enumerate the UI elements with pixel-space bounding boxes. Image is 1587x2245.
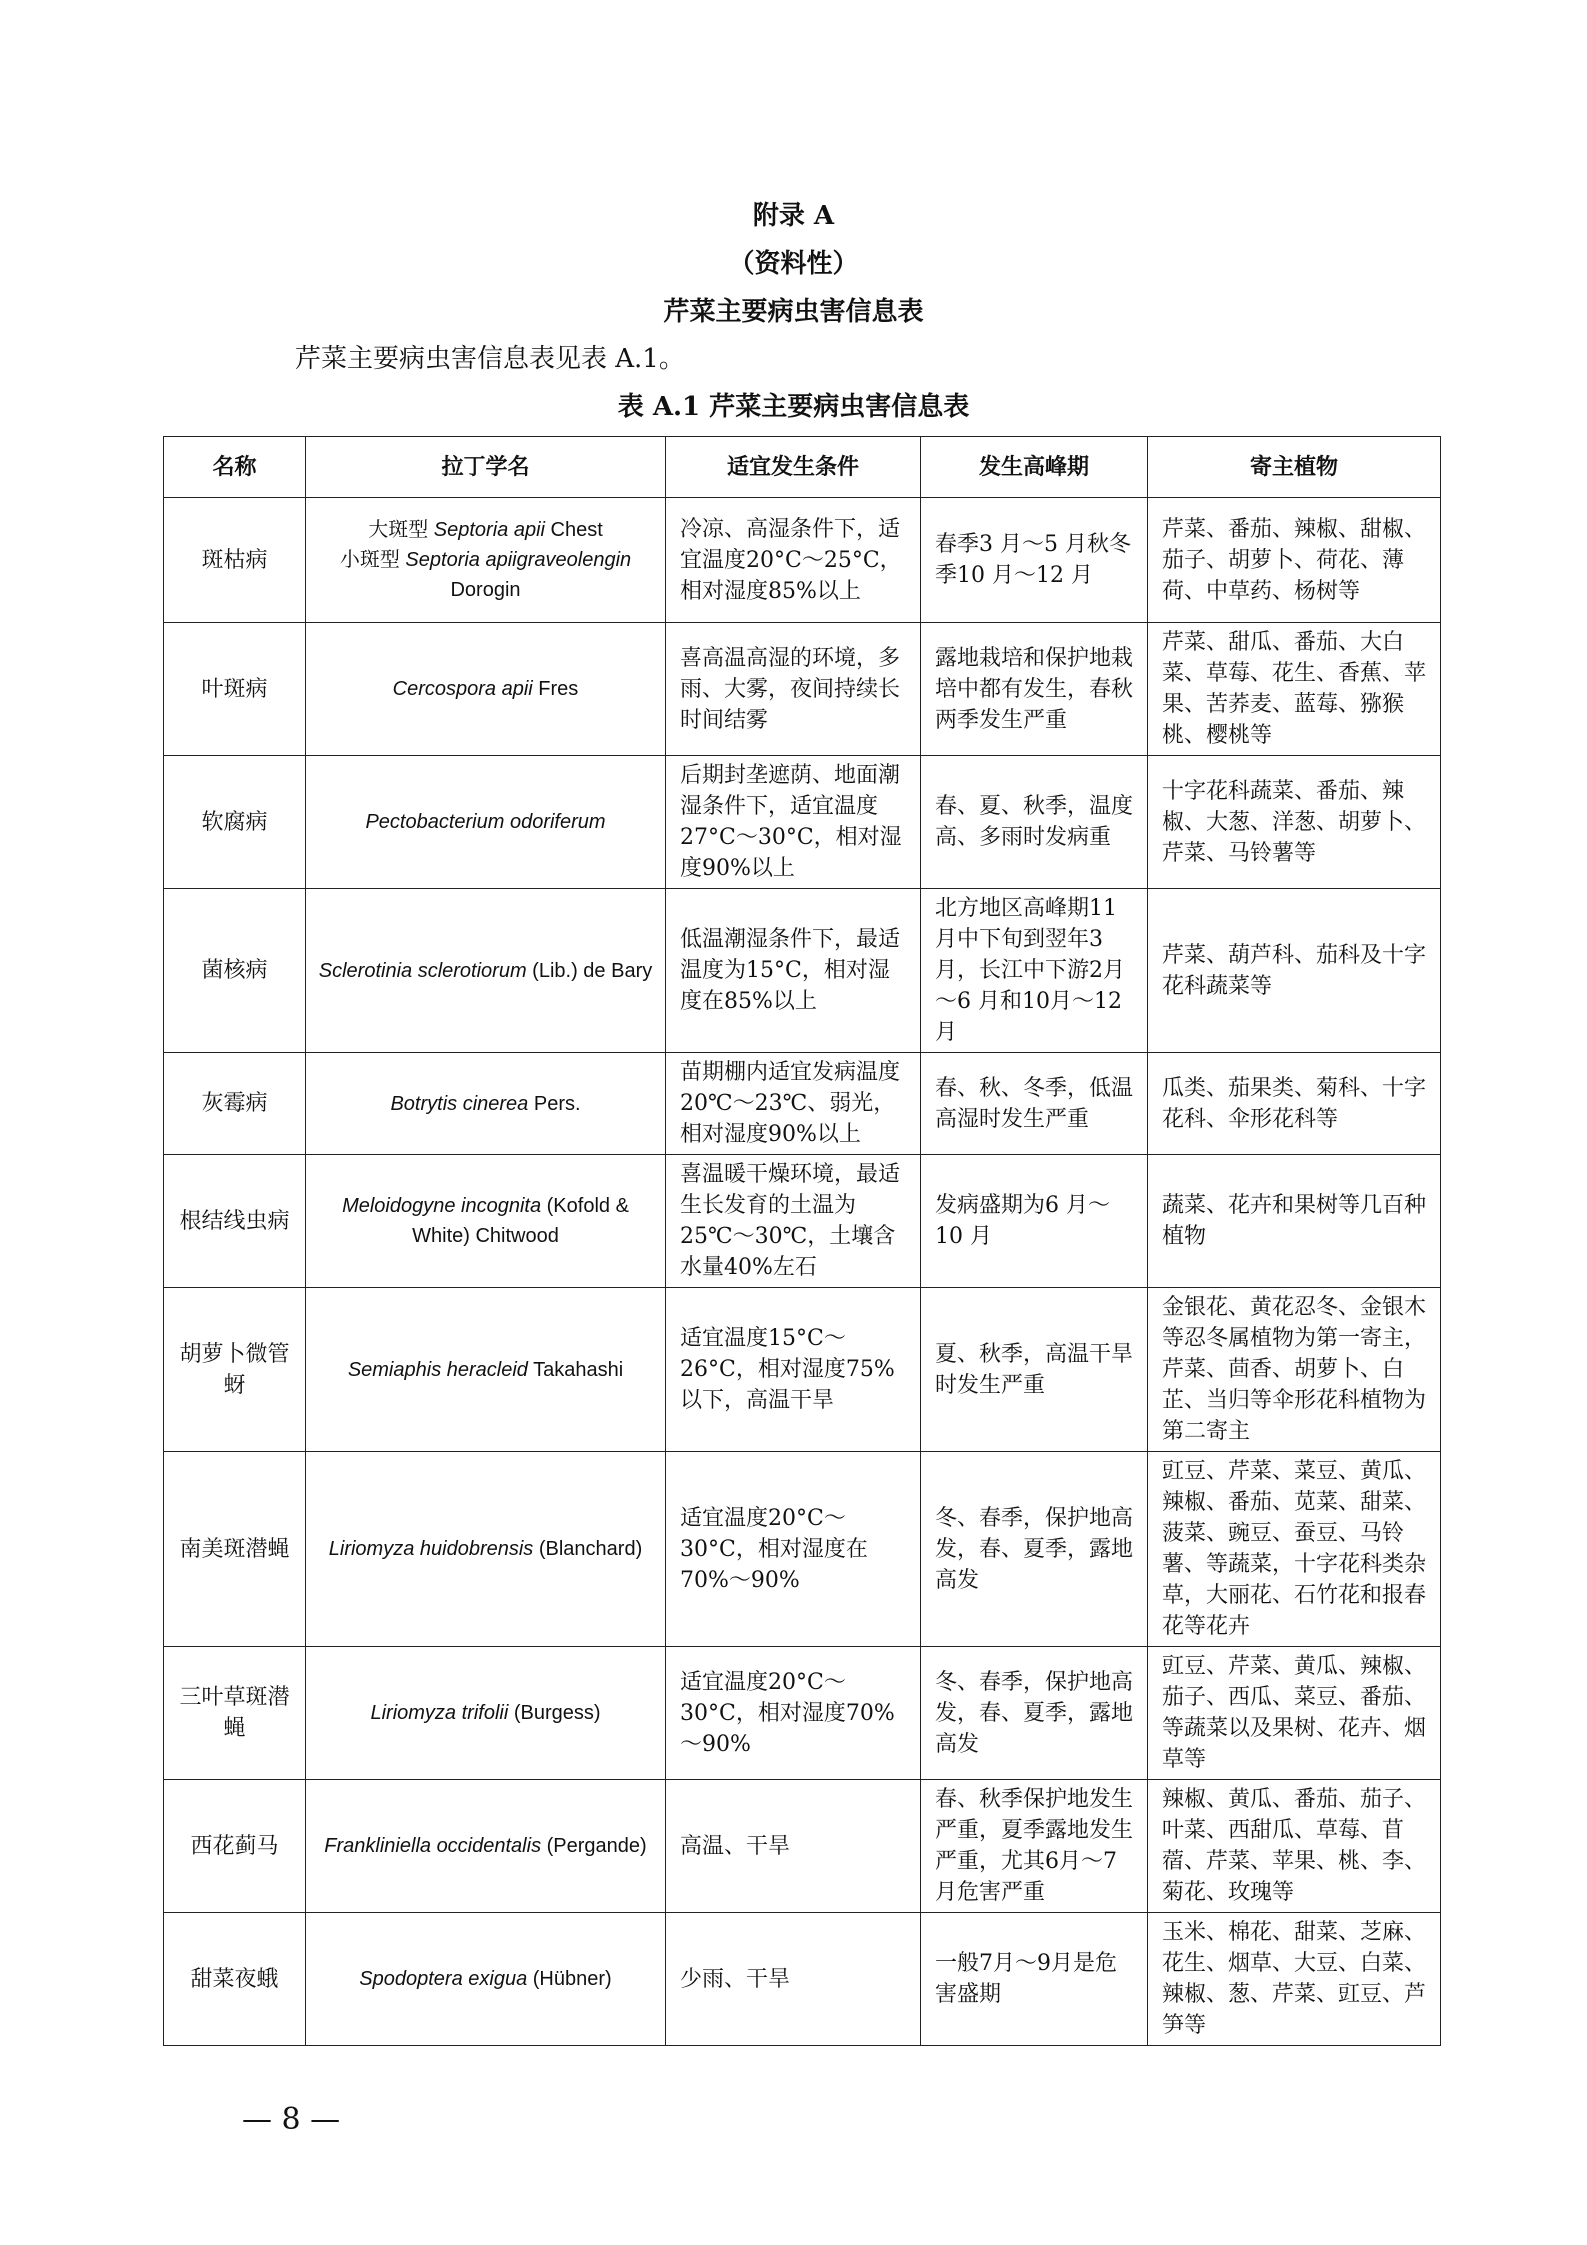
conditions-cell: 少雨、干旱 [666,1913,921,2046]
latin-name-cell [306,1155,666,1288]
latin-genus: Liriomyza huidobrensis [328,1538,534,1560]
latin-author: Pers. [528,1092,581,1115]
table-row [164,1780,1441,1913]
latin-genus: Liriomyza trifolii [370,1702,509,1724]
peak-period-cell: 发病盛期为6 月～10 月 [921,1155,1148,1288]
latin-name-line [316,1355,655,1385]
peak-period-cell: 北方地区高峰期11月中下旬到翌年3月，长江中下游2月～6 月和10月～12 月 [921,889,1148,1053]
latin-name-cell [306,1913,666,2046]
table-row [164,1155,1441,1288]
host-plants-cell: 十字花科蔬菜、番茄、辣椒、大葱、洋葱、胡萝卜、芹菜、马铃薯等 [1148,756,1441,889]
table-row [164,623,1441,756]
latin-author: Fres [532,678,579,700]
conditions-cell: 苗期棚内适宜发病温度20℃～23℃、弱光，相对湿度90%以上 [666,1053,921,1155]
latin-name-line [316,1831,655,1861]
table-row [164,889,1441,1053]
conditions-cell: 冷凉、高湿条件下，适宜温度20°C～25°C，相对湿度85%以上 [666,498,921,623]
latin-name-line [316,515,655,545]
latin-prefix: 小斑型 [339,549,406,571]
conditions-cell: 适宜温度20°C～30°C，相对湿度在70%～90% [666,1452,921,1647]
peak-period-cell: 春、秋、冬季，低温高湿时发生严重 [921,1053,1148,1155]
host-plants-cell: 芹菜、葫芦科、茄科及十字花科蔬菜等 [1148,889,1441,1053]
pest-name-cell: 西花蓟马 [164,1780,306,1913]
host-plants-cell: 玉米、棉花、甜菜、芝麻、花生、烟草、大豆、白菜、辣椒、葱、芹菜、豇豆、芦笋等 [1148,1913,1441,2046]
table-row [164,1288,1441,1452]
latin-author: Takahashi [527,1358,624,1381]
pest-name-cell: 根结线虫病 [164,1155,306,1288]
latin-name-cell [306,498,666,623]
pest-name-cell: 软腐病 [164,756,306,889]
latin-genus: Septoria apiigraveolengin [405,549,632,571]
latin-genus: Sclerotinia sclerotiorum [318,959,527,982]
latin-author: (Lib.) de Bary [526,959,653,982]
latin-genus: Septoria apii [433,519,545,541]
conditions-cell: 低温潮湿条件下，最适温度为15°C，相对湿度在85%以上 [666,889,921,1053]
peak-period-cell: 春季3 月～5 月秋冬季10 月～12 月 [921,498,1148,623]
conditions-cell: 高温、干旱 [666,1780,921,1913]
header-hosts: 寄主植物 [1148,437,1441,498]
latin-name-cell [306,1780,666,1913]
pest-name-cell: 三叶草斑潜蝇 [164,1647,306,1780]
host-plants-cell: 芹菜、甜瓜、番茄、大白菜、草莓、花生、香蕉、苹果、苦荞麦、蓝莓、猕猴桃、樱桃等 [1148,623,1441,756]
latin-name-cell [306,1288,666,1452]
latin-genus: Cercospora apii [392,678,533,700]
latin-author: (Pergande) [541,1835,647,1857]
latin-author: (Burgess) [508,1702,601,1724]
conditions-cell: 喜高温高湿的环境，多雨、大雾，夜间持续长时间结雾 [666,623,921,756]
page-number: — 8 — [242,2102,341,2137]
conditions-cell: 适宜温度20°C～30°C，相对湿度70%～90% [666,1647,921,1780]
table-row [164,498,1441,623]
latin-name-line [316,1191,655,1251]
conditions-cell: 后期封垄遮荫、地面潮湿条件下，适宜温度27°C～30°C，相对湿度90%以上 [666,756,921,889]
pest-name-cell: 灰霉病 [164,1053,306,1155]
latin-genus: Spodoptera exigua [359,1968,528,1990]
latin-name-line [316,956,655,986]
header-latin: 拉丁学名 [306,437,666,498]
latin-name-cell [306,1452,666,1647]
peak-period-cell: 一般7月～9月是危害盛期 [921,1913,1148,2046]
latin-prefix: 大斑型 [368,519,434,541]
header-conditions: 适宜发生条件 [666,437,921,498]
latin-name-cell [306,1647,666,1780]
latin-name-line [316,674,655,704]
peak-period-cell: 春、夏、秋季，温度高、多雨时发病重 [921,756,1148,889]
table-body [164,498,1441,2046]
pest-name-cell: 叶斑病 [164,623,306,756]
conditions-cell: 适宜温度15°C～26°C，相对湿度75%以下，高温干旱 [666,1288,921,1452]
host-plants-cell: 豇豆、芹菜、菜豆、黄瓜、辣椒、番茄、苋菜、甜菜、菠菜、豌豆、蚕豆、马铃薯、等蔬菜，十字花科类杂草，大丽花、石竹花和报春花等花卉 [1148,1452,1441,1647]
pest-name-cell: 胡萝卜微管蚜 [164,1288,306,1452]
host-plants-cell: 豇豆、芹菜、黄瓜、辣椒、茄子、西瓜、菜豆、番茄、等蔬菜以及果树、花卉、烟草等 [1148,1647,1441,1780]
intro-text: 芹菜主要病虫害信息表见表 A.1。 [295,344,685,374]
latin-name-line [316,1534,655,1564]
table-row [164,756,1441,889]
latin-name-cell [306,1053,666,1155]
peak-period-cell: 夏、秋季，高温干旱时发生严重 [921,1288,1148,1452]
latin-name-line [316,1698,655,1728]
latin-name-cell [306,756,666,889]
peak-period-cell: 冬、春季，保护地高发，春、夏季，露地高发 [921,1647,1148,1780]
peak-period-cell: 春、秋季保护地发生严重，夏季露地发生严重，尤其6月～7 月危害严重 [921,1780,1148,1913]
latin-name-cell [306,623,666,756]
latin-name-line [316,545,655,605]
host-plants-cell: 辣椒、黄瓜、番茄、茄子、叶菜、西甜瓜、草莓、苜蓿、芹菜、苹果、桃、李、菊花、玫瑰等 [1148,1780,1441,1913]
latin-genus: Pectobacterium odoriferum [365,811,606,833]
table-header-row [164,437,1441,498]
conditions-cell: 喜温暖干燥环境，最适生长发育的土温为25℃～30℃，土壤含水量40%左石 [666,1155,921,1288]
header-peak: 发生高峰期 [921,437,1148,498]
host-plants-cell: 芹菜、番茄、辣椒、甜椒、茄子、胡萝卜、荷花、薄荷、中草药、杨树等 [1148,498,1441,623]
pest-name-cell: 甜菜夜蛾 [164,1913,306,2046]
latin-author: Chest [544,519,603,541]
host-plants-cell: 瓜类、茄果类、菊科、十字花科、伞形花科等 [1148,1053,1441,1155]
pest-info-table [163,436,1441,2046]
peak-period-cell: 冬、春季，保护地高发，春、夏季，露地高发 [921,1452,1148,1647]
table-row [164,1452,1441,1647]
latin-genus: Semiaphis heracleid [347,1358,528,1381]
pest-name-cell: 南美斑潜蝇 [164,1452,306,1647]
appendix-label: 附录 A [752,201,835,231]
latin-name-line [316,1964,655,1994]
host-plants-cell: 金银花、黄花忍冬、金银木等忍冬属植物为第一寄主，芹菜、茴香、胡萝卜、白芷、当归等伞形花科植物为第二寄主 [1148,1288,1441,1452]
header-name: 名称 [164,437,306,498]
table-caption: 表 A.1 芹菜主要病虫害信息表 [617,392,970,422]
latin-author: (Blanchard) [533,1538,643,1560]
pest-name-cell: 斑枯病 [164,498,306,623]
latin-author: (Hübner) [527,1968,612,1990]
host-plants-cell: 蔬菜、花卉和果树等几百种植物 [1148,1155,1441,1288]
table-row [164,1647,1441,1780]
latin-genus: Meloidogyne incognita [342,1195,542,1217]
peak-period-cell: 露地栽培和保护地栽培中都有发生，春秋两季发生严重 [921,623,1148,756]
pest-name-cell: 菌核病 [164,889,306,1053]
latin-name-line [316,1089,655,1119]
latin-author: Dorogin [450,579,521,601]
latin-name-line [316,807,655,837]
table-row [164,1053,1441,1155]
page-title: 芹菜主要病虫害信息表 [663,297,924,327]
table-row [164,1913,1441,2046]
latin-genus: Botrytis cinerea [390,1092,529,1115]
latin-name-cell [306,889,666,1053]
latin-genus: Frankliniella occidentalis [324,1835,542,1857]
appendix-nature: （资料性） [728,249,859,279]
latin-author: (Kofold & White) Chitwood [412,1195,629,1247]
